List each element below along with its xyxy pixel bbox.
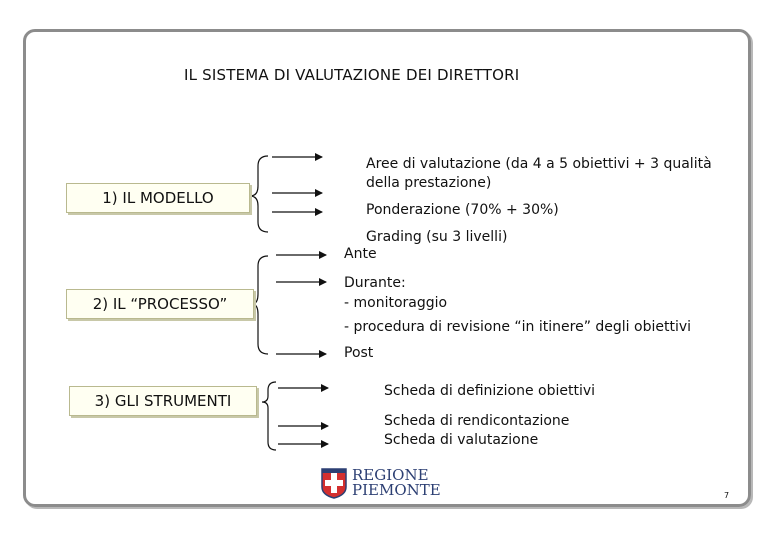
item-revisione: - procedura di revisione “in itinere” degli obiettivi <box>344 319 692 335</box>
slide-title: IL SISTEMA DI VALUTAZIONE DEI DIRETTORI <box>184 66 520 84</box>
regione-piemonte-logo <box>320 466 441 500</box>
item-scheda-valutazione: Scheda di valutazione <box>384 432 539 448</box>
item-durante: Durante: <box>344 275 406 291</box>
section-box-modello: 1) IL MODELLO <box>66 183 250 213</box>
item-aree-line1: Aree di valutazione (da 4 a 5 obiettivi + 3 qualità <box>366 156 712 172</box>
regione-shield-icon <box>320 467 348 499</box>
item-grading: Grading (su 3 livelli) <box>366 229 508 245</box>
item-scheda-definizione: Scheda di definizione obiettivi <box>384 383 596 399</box>
item-scheda-rendicontazione: Scheda di rendicontazione <box>384 413 570 429</box>
item-ponderazione: Ponderazione (70% + 30%) <box>366 202 559 218</box>
bracket-modello <box>250 156 268 232</box>
item-post: Post <box>344 345 374 361</box>
item-monitoraggio: - monitoraggio <box>344 295 448 311</box>
item-ante: Ante <box>344 246 377 262</box>
bracket-strumenti <box>262 382 276 450</box>
bracket-processo <box>252 256 268 354</box>
logo-text <box>352 468 441 498</box>
section-box-processo: 2) IL “PROCESSO” <box>66 289 254 319</box>
logo-line2: PIEMONTE <box>352 481 441 499</box>
section-box-strumenti: 3) GLI STRUMENTI <box>69 386 257 416</box>
logo-line1: REGIONE <box>352 466 429 484</box>
page-number: 7 <box>724 491 730 500</box>
item-aree-line2: della prestazione) <box>366 175 492 191</box>
